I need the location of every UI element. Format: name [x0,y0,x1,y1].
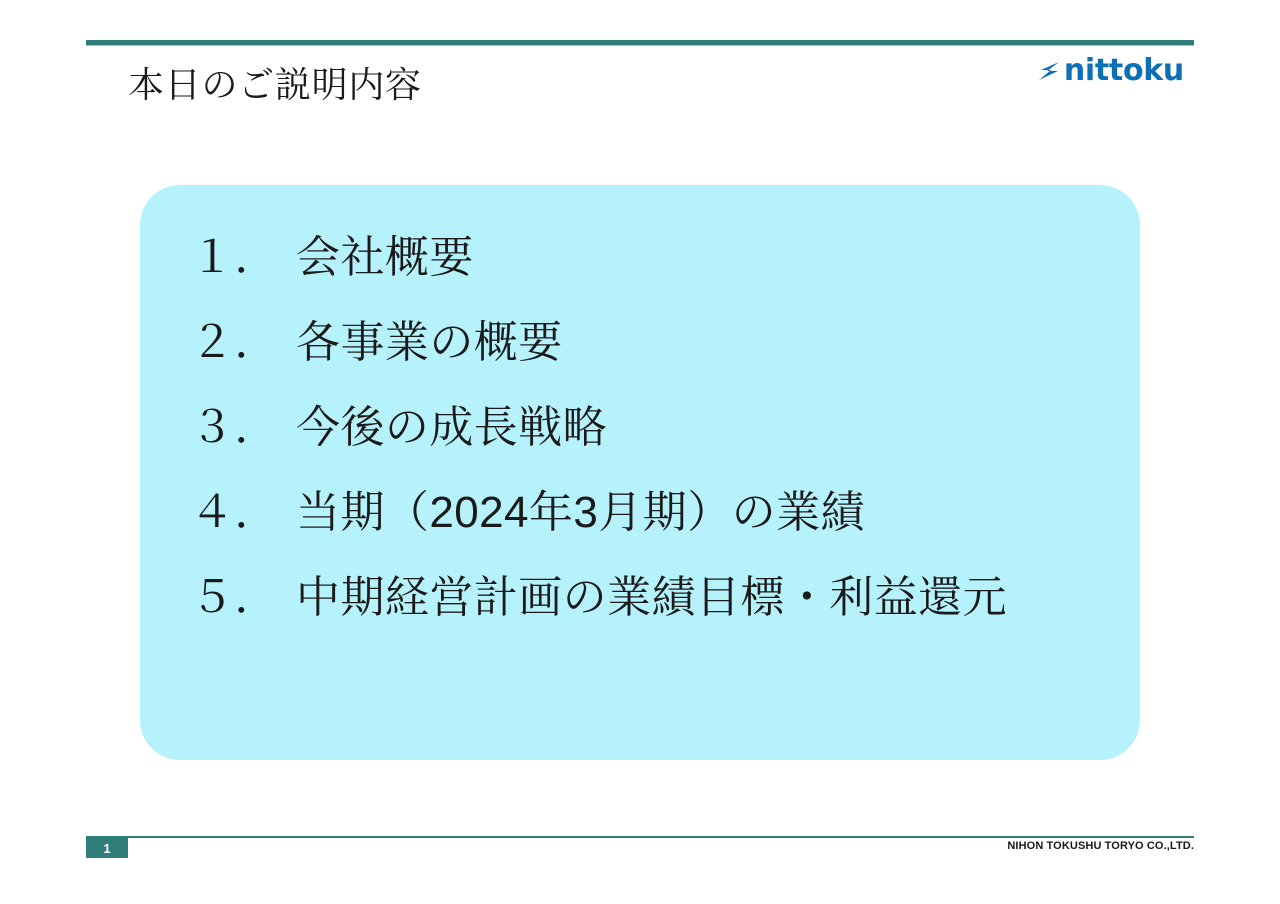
agenda-item-number: ３． [190,402,279,452]
agenda-item-number: ２． [190,317,279,367]
logo-text: nittoku [1063,53,1184,88]
company-logo [1038,53,1184,88]
agenda-item-label: 会社概要 [296,233,474,282]
page-title: 本日のご説明内容 [128,64,422,105]
agenda-item-label: 今後の成長戦略 [296,402,608,452]
agenda-list [190,232,1140,624]
footer-company-name: NIHON TOKUSHU TORYO CO.,LTD. [1007,840,1194,852]
page-number-badge: 1 [86,838,128,858]
agenda-item-number: ５． [190,572,279,622]
header-divider-thin [86,45,1194,46]
list-item [190,572,1140,624]
agenda-item-number: ４． [190,487,279,537]
list-item [190,402,1140,454]
list-item [190,317,1140,369]
footer-divider [86,836,1194,838]
agenda-item-label: 各事業の概要 [296,317,563,367]
agenda-item-label: 中期経営計画の業績目標・利益還元 [296,572,1008,622]
agenda-item-number: １． [190,233,279,282]
list-item [190,487,1140,539]
swoosh-icon [1038,61,1060,81]
agenda-item-label: 当期（2024年3月期）の業績 [296,487,865,537]
list-item [190,232,1140,284]
